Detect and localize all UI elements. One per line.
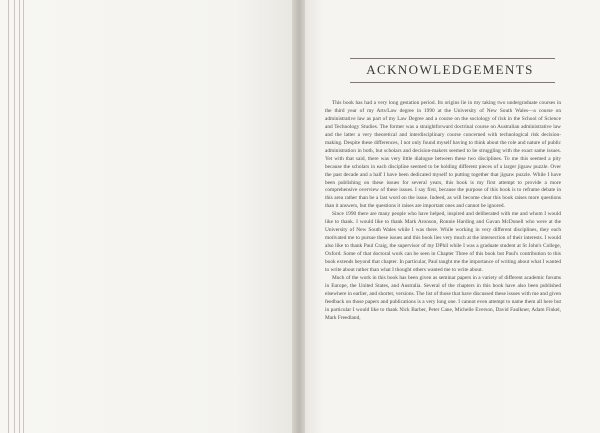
book-gutter — [292, 0, 306, 433]
paragraph: Since 1990 there are many people who have helped, inspired and deliberated with me and whom I would like to thank. I would like to thank Mark Aronson, Ronnie Harding and Gavan McDonell who were at the University of New South Wales while I was there. While working in very different disciplines, they each motivated me to pursue these issues and this book lies very much at the intersection of their interests. I would also like to thank Paul Craig, the supervisor of my DPhil while I was a graduate student at St John's College, Oxford. Some of that doctoral work can be seen in Chapter Three of this book but Paul's contribution to this book extends beyond that chapter. In particular, Paul taught me the importance of writing about what I wanted to write about rather than what I thought others wanted me to write about. — [325, 211, 561, 274]
page-edge-line — [23, 0, 24, 433]
page-edge-line — [14, 0, 15, 433]
page-edge-line — [19, 0, 20, 433]
page-edge-line — [8, 0, 9, 433]
left-page-blank — [0, 0, 296, 433]
acknowledgements-body — [325, 100, 561, 323]
paragraph: Much of the work in this book has been given as seminar papers in a variety of different academic forums in Europe, the United States, and Australia. Several of the chapters in this book have also been published elsewhere in earlier, and shorter, versions. The list of those that have discussed these issues with me and given feedback on those papers and publications is a very long one. I cannot even attempt to name them all here but in particular I would like to thank Nick Barber, Peter Cane, Michelle Everson, David Faulkner, Adam Finkel, Mark Freedland, — [325, 274, 561, 321]
page-title: ACKNOWLEDGEMENTS — [366, 62, 534, 77]
heading-rule-top — [350, 58, 555, 59]
paragraph: This book has had a very long gestation period. Its origins lie in my taking two undergraduate courses in the third year of my Arts/Law degree in 1990 at the University of New South Wales—a course on administrative law as part of my Law Degree and a course on the sociology of risk in the School of Science and Technology Studies. The former was a straightforward doctrinal course on Australian administrative law and the latter a very theoretical and interdisciplinary course concerned with technological risk decision-making. Despite these differences, I not only found myself having to think about the role and nature of public administration in both, but scholars and decision-makers seemed to be struggling with the exact same issues. Yet with that said, there was very little dialogue between these two disciplines. To me this seemed a pity because the scholars in each discipline seemed to be holding different pieces of a larger jigsaw puzzle. Over the past decade and a half I have been dedicated myself to putting together that jigsaw puzzle. While I have been publishing on these issues for several years, this book is my first attempt to provide a more comprehensive overview of these issues. I say first, because the purpose of this book is to reframe debate in this area rather than be a last word on the issue. Indeed, as will become clear this book raises more questions than it answers, but the questions it raises are important ones and cannot be ignored. — [325, 100, 561, 210]
heading-rule-bottom — [350, 82, 555, 83]
